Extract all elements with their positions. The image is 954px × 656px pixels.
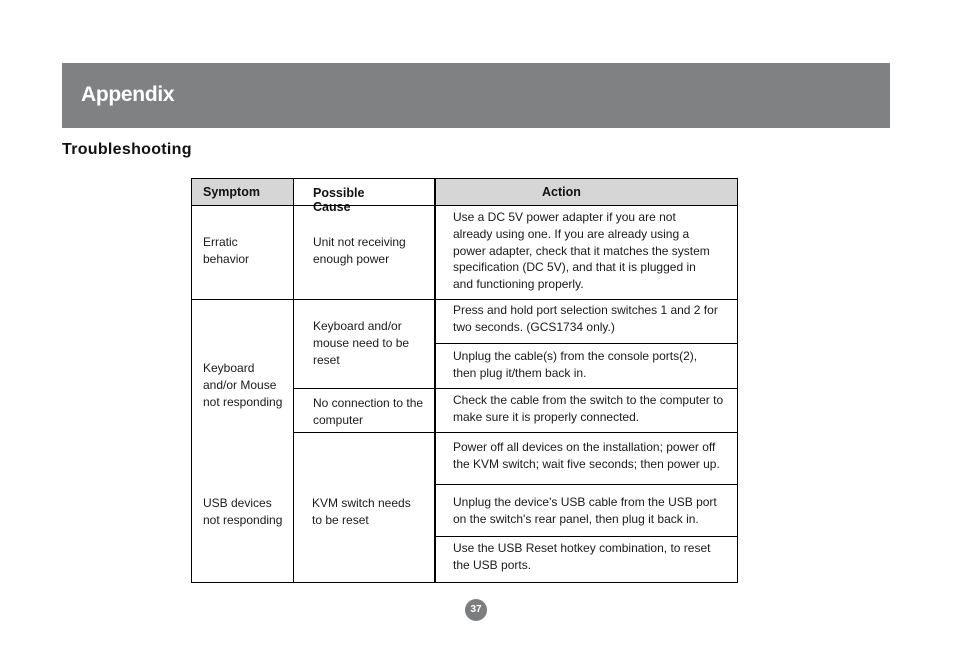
row-divider xyxy=(435,343,738,344)
table-border xyxy=(737,178,738,583)
table-border xyxy=(191,582,738,583)
row-divider xyxy=(293,388,738,389)
row-divider xyxy=(435,484,738,485)
action-power-off: Power off all devices on the installation; power off the KVM switch; wait five seconds; then power up. xyxy=(453,440,720,471)
symptom-keyboard-mouse: Keyboard and/or Mouse not responding xyxy=(203,361,283,409)
banner-title: Appendix xyxy=(81,83,175,106)
table-border xyxy=(191,178,738,179)
action-unplug-console: Unplug the cable(s) from the console ports(2), then plug it/them back in. xyxy=(453,349,698,380)
page-number-badge: 37 xyxy=(465,599,487,621)
action-check-cable: Check the cable from the switch to the computer to make sure it is properly connected. xyxy=(453,393,724,424)
header-action: Action xyxy=(542,185,581,199)
action-press-hold: Press and hold port selection switches 1 and 2 for two seconds. (GCS1734 only.) xyxy=(453,303,718,334)
appendix-banner xyxy=(62,63,890,128)
cause-power: Unit not receiving enough power xyxy=(313,235,406,266)
table-border xyxy=(191,178,192,583)
header-divider xyxy=(191,205,738,206)
symptom-erratic-behavior: Erratic behavior xyxy=(203,235,250,266)
header-cell-bg xyxy=(435,178,737,205)
column-divider xyxy=(293,178,294,583)
column-divider xyxy=(434,178,436,583)
cause-no-connection: No connection to the computer xyxy=(313,396,424,427)
action-usb-reset: Use the USB Reset hotkey combination, to reset the USB ports. xyxy=(453,541,711,572)
symptom-usb-devices: USB devices not responding xyxy=(203,496,283,527)
header-symptom: Symptom xyxy=(203,185,260,199)
action-unplug-usb: Unplug the device's USB cable from the USB port on the switch's rear panel, then plug it back in. xyxy=(453,495,717,526)
cause-keyboard-reset: Keyboard and/or mouse need to be reset xyxy=(313,319,410,367)
row-divider xyxy=(293,432,738,433)
row-divider xyxy=(435,536,738,537)
row-divider xyxy=(191,299,738,300)
cause-kvm-reset: KVM switch needs to be reset xyxy=(312,496,411,527)
action-power-adapter: Use a DC 5V power adapter if you are not already using one. If you are already using a power adapter, check that it matches the system specification (DC 5V), and that it is plugged in and functioning properly. xyxy=(453,210,710,292)
header-possible-cause: Possible Cause xyxy=(313,186,365,214)
section-title: Troubleshooting xyxy=(62,141,192,158)
